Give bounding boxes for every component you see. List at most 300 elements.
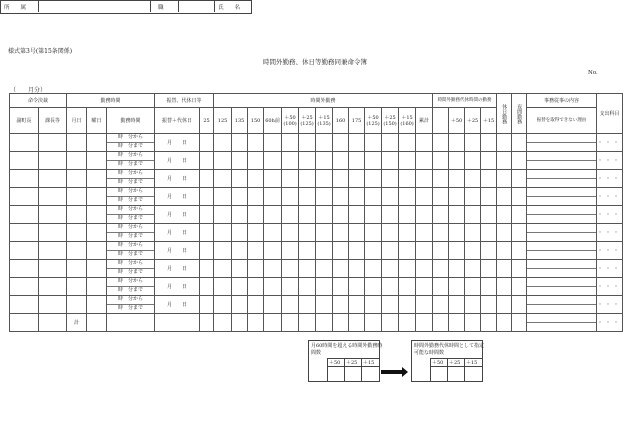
table-cell	[365, 278, 382, 296]
table-cell	[264, 314, 282, 332]
table-cell	[200, 170, 214, 188]
table-cell	[10, 260, 39, 278]
table-cell	[349, 134, 365, 152]
over60-p15: ＋15	[363, 360, 375, 366]
table-cell	[333, 242, 349, 260]
d-p50-header: ＋50	[449, 108, 465, 134]
table-cell	[449, 314, 465, 332]
table-cell	[87, 314, 107, 332]
table-cell	[232, 170, 248, 188]
table-cell	[200, 152, 214, 170]
table-cell	[299, 224, 316, 242]
table-cell	[39, 224, 67, 242]
table-cell	[214, 260, 232, 278]
table-cell	[465, 224, 481, 242]
table-cell	[399, 188, 416, 206]
table-cell	[433, 314, 449, 332]
table-cell	[67, 224, 87, 242]
rate-135-header: 135	[232, 108, 248, 134]
table-cell	[87, 188, 107, 206]
table-cell	[200, 314, 214, 332]
table-cell	[365, 188, 382, 206]
daikyu-blank-header	[433, 108, 449, 134]
form-number: 様式第3号(第15条関係)	[8, 48, 73, 55]
table-cell	[214, 224, 232, 242]
table-cell	[433, 260, 449, 278]
rate2-p25-header: ＋25 (150)	[382, 108, 399, 134]
table-cell	[481, 224, 497, 242]
table-cell	[481, 188, 497, 206]
table-cell	[67, 188, 87, 206]
jimu-cell	[527, 188, 597, 206]
table-cell	[39, 188, 67, 206]
table-cell	[333, 188, 349, 206]
table-cell	[10, 170, 39, 188]
table-cell	[10, 206, 39, 224]
over60-label: 月60時間を超える時間外勤務時間数	[311, 343, 383, 356]
date-cell: 月 日	[155, 278, 200, 296]
table-cell	[214, 170, 232, 188]
table-row	[10, 296, 623, 314]
table-cell	[349, 242, 365, 260]
table-cell	[349, 152, 365, 170]
table-cell	[382, 314, 399, 332]
table-cell	[349, 170, 365, 188]
rate-60h-header: 60h前	[264, 108, 282, 134]
table-cell	[67, 134, 87, 152]
kyujitsu-header: 休日勤務	[497, 94, 512, 134]
table-cell	[481, 296, 497, 314]
table-cell	[382, 242, 399, 260]
table-cell	[107, 314, 155, 332]
table-cell	[416, 242, 433, 260]
table-cell	[382, 224, 399, 242]
table-cell	[232, 206, 248, 224]
jimu-cell	[527, 242, 597, 260]
table-cell	[282, 314, 299, 332]
total-shishutsu-cell: ・・・	[597, 314, 623, 332]
table-cell	[497, 152, 512, 170]
table-cell	[433, 296, 449, 314]
date-cell: 月 日	[155, 152, 200, 170]
table-cell	[465, 134, 481, 152]
rate-175-header: 175	[349, 108, 365, 134]
table-cell	[416, 314, 433, 332]
table-cell	[232, 152, 248, 170]
table-cell	[512, 296, 527, 314]
table-cell	[399, 278, 416, 296]
daikyu-p25: ＋25	[449, 360, 461, 366]
dept-info-box	[0, 0, 252, 14]
table-cell	[214, 242, 232, 260]
daikyu-box	[411, 340, 483, 382]
table-cell	[465, 170, 481, 188]
table-cell	[349, 206, 365, 224]
table-cell	[365, 260, 382, 278]
table-cell	[299, 188, 316, 206]
time-range-cell: 時 分から 時 分まで	[107, 206, 155, 224]
total-row	[10, 314, 623, 332]
table-cell	[264, 152, 282, 170]
table-cell	[449, 224, 465, 242]
date-cell: 月 日	[155, 134, 200, 152]
table-row	[10, 152, 623, 170]
table-cell	[232, 134, 248, 152]
table-cell	[232, 278, 248, 296]
kinmu-jikan-col-header: 勤務時間	[107, 108, 155, 134]
table-cell	[433, 170, 449, 188]
table-cell	[232, 296, 248, 314]
shishutsu-cell: ・・・	[597, 224, 623, 242]
table-cell	[333, 296, 349, 314]
table-cell	[333, 152, 349, 170]
table-cell	[10, 152, 39, 170]
shishutsu-cell: ・・・	[597, 206, 623, 224]
table-cell	[67, 152, 87, 170]
time-range-cell: 時 分から 時 分まで	[107, 188, 155, 206]
table-cell	[248, 296, 264, 314]
table-cell	[299, 134, 316, 152]
time-range-cell: 時 分から 時 分まで	[107, 278, 155, 296]
table-cell	[316, 224, 333, 242]
table-cell	[214, 134, 232, 152]
date-cell: 月 日	[155, 260, 200, 278]
table-cell	[282, 260, 299, 278]
table-cell	[248, 152, 264, 170]
time-range-cell: 時 分から 時 分まで	[107, 296, 155, 314]
table-cell	[299, 260, 316, 278]
table-cell	[39, 296, 67, 314]
date-cell: 月 日	[155, 188, 200, 206]
shozoku-label: 所 属	[4, 5, 27, 11]
daikyu-p15: ＋15	[466, 360, 478, 366]
table-cell	[282, 152, 299, 170]
table-cell	[333, 260, 349, 278]
table-cell	[365, 314, 382, 332]
table-cell	[449, 206, 465, 224]
time-range-cell: 時 分から 時 分まで	[107, 134, 155, 152]
over60-p25: ＋25	[346, 360, 358, 366]
furikae-header: 振替、代休日等	[155, 94, 214, 108]
rate-150-header: 150	[248, 108, 264, 134]
table-cell	[248, 314, 264, 332]
meirei-kessai-header: 命令決裁	[10, 94, 67, 108]
table-cell	[333, 134, 349, 152]
table-cell	[200, 224, 214, 242]
table-cell	[365, 242, 382, 260]
date-cell: 月 日	[155, 242, 200, 260]
table-cell	[382, 152, 399, 170]
table-cell	[512, 134, 527, 152]
table-cell	[282, 188, 299, 206]
table-cell	[497, 260, 512, 278]
table-cell	[365, 224, 382, 242]
table-cell	[10, 224, 39, 242]
table-cell	[512, 206, 527, 224]
table-cell	[264, 296, 282, 314]
table-cell	[39, 278, 67, 296]
table-cell	[512, 152, 527, 170]
table-cell	[333, 224, 349, 242]
table-cell	[433, 242, 449, 260]
table-cell	[248, 188, 264, 206]
table-cell	[497, 296, 512, 314]
table-cell	[399, 206, 416, 224]
doc-number: No.	[588, 70, 598, 76]
table-cell	[465, 278, 481, 296]
table-cell	[214, 206, 232, 224]
d-p25-header: ＋25	[465, 108, 481, 134]
table-cell	[512, 278, 527, 296]
rate2-p15-header: ＋15 (160)	[399, 108, 416, 134]
table-cell	[316, 206, 333, 224]
table-cell	[299, 206, 316, 224]
table-cell	[248, 224, 264, 242]
table-cell	[399, 134, 416, 152]
table-cell	[399, 260, 416, 278]
table-cell	[382, 296, 399, 314]
table-cell	[67, 260, 87, 278]
table-cell	[232, 242, 248, 260]
table-row	[10, 134, 623, 152]
jimu-cell	[527, 152, 597, 170]
table-cell	[200, 206, 214, 224]
table-cell	[416, 224, 433, 242]
table-cell	[433, 152, 449, 170]
rate-160-header: 160	[333, 108, 349, 134]
over60-p50: ＋50	[329, 360, 341, 366]
table-cell	[10, 314, 39, 332]
table-cell	[365, 296, 382, 314]
table-cell	[264, 134, 282, 152]
table-cell	[10, 188, 39, 206]
table-cell	[433, 278, 449, 296]
table-cell	[39, 242, 67, 260]
table-cell	[282, 242, 299, 260]
shishutsu-cell: ・・・	[597, 170, 623, 188]
table-cell	[316, 314, 333, 332]
table-cell	[349, 278, 365, 296]
jimu-cell	[527, 260, 597, 278]
table-cell	[248, 134, 264, 152]
table-cell	[512, 260, 527, 278]
table-row	[10, 224, 623, 242]
youbi-header: 曜日	[87, 108, 107, 134]
table-cell	[200, 188, 214, 206]
table-cell	[67, 206, 87, 224]
daikyu-header: 時間外勤務代休時間の勤務	[433, 94, 497, 108]
table-cell	[481, 242, 497, 260]
table-cell	[497, 242, 512, 260]
table-row	[10, 242, 623, 260]
table-cell	[200, 242, 214, 260]
table-cell	[264, 170, 282, 188]
table-cell	[349, 224, 365, 242]
table-cell	[481, 278, 497, 296]
table-cell	[39, 260, 67, 278]
table-cell	[382, 134, 399, 152]
table-cell	[232, 314, 248, 332]
shishutsu-cell: ・・・	[597, 188, 623, 206]
table-cell	[87, 242, 107, 260]
table-cell	[248, 260, 264, 278]
ruikei-header: 累計	[416, 108, 433, 134]
kachou-header: 課長等	[39, 108, 67, 134]
table-cell	[299, 296, 316, 314]
table-cell	[67, 170, 87, 188]
table-row	[10, 260, 623, 278]
table-cell	[232, 260, 248, 278]
table-cell	[299, 314, 316, 332]
time-range-cell: 時 分から 時 分まで	[107, 242, 155, 260]
table-cell	[449, 188, 465, 206]
table-cell	[248, 278, 264, 296]
table-cell	[87, 134, 107, 152]
table-cell	[67, 296, 87, 314]
fukuchou-header: 副町長	[10, 108, 39, 134]
table-cell	[10, 278, 39, 296]
table-cell	[449, 260, 465, 278]
table-cell	[449, 278, 465, 296]
table-cell	[449, 134, 465, 152]
table-cell	[349, 314, 365, 332]
rate-25-header: 25	[200, 108, 214, 134]
table-cell	[349, 296, 365, 314]
jikangai-header: 時間外勤務	[214, 94, 433, 108]
table-cell	[399, 224, 416, 242]
table-cell	[497, 278, 512, 296]
table-cell	[264, 188, 282, 206]
table-cell	[349, 260, 365, 278]
table-cell	[433, 224, 449, 242]
table-cell	[399, 170, 416, 188]
jimu-cell	[527, 296, 597, 314]
table-cell	[264, 242, 282, 260]
date-cell: 月 日	[155, 224, 200, 242]
table-cell	[299, 152, 316, 170]
table-cell	[481, 314, 497, 332]
shishutsu-cell: ・・・	[597, 152, 623, 170]
table-cell	[282, 134, 299, 152]
table-cell	[416, 134, 433, 152]
table-cell	[200, 134, 214, 152]
table-row	[10, 170, 623, 188]
table-cell	[87, 170, 107, 188]
shishutsu-cell: ・・・	[597, 278, 623, 296]
rate-125-header: 125	[214, 108, 232, 134]
d-p15-header: ＋15	[481, 108, 497, 134]
table-cell	[512, 224, 527, 242]
shishutsu-cell: ・・・	[597, 134, 623, 152]
table-cell	[465, 188, 481, 206]
table-cell	[214, 314, 232, 332]
table-cell	[416, 278, 433, 296]
table-cell	[497, 314, 512, 332]
table-row	[10, 188, 623, 206]
table-cell	[39, 206, 67, 224]
table-cell	[155, 314, 200, 332]
table-cell	[333, 170, 349, 188]
table-cell	[39, 170, 67, 188]
time-range-cell: 時 分から 時 分まで	[107, 260, 155, 278]
table-row	[10, 278, 623, 296]
table-cell	[316, 296, 333, 314]
date-cell: 月 日	[155, 170, 200, 188]
table-cell	[282, 170, 299, 188]
table-cell	[282, 296, 299, 314]
table-cell	[416, 152, 433, 170]
table-cell	[497, 188, 512, 206]
table-cell	[316, 242, 333, 260]
shishutsu-cell: ・・・	[597, 260, 623, 278]
table-cell	[416, 260, 433, 278]
table-cell	[214, 278, 232, 296]
table-cell	[512, 170, 527, 188]
table-cell	[87, 296, 107, 314]
table-cell	[299, 278, 316, 296]
table-cell	[365, 206, 382, 224]
time-range-cell: 時 分から 時 分まで	[107, 152, 155, 170]
daikyu-label: 時間外勤務代休時間として指定可能な時間数	[414, 343, 485, 356]
jimu-cell	[527, 224, 597, 242]
table-cell	[39, 314, 67, 332]
shishutsu-header: 支出科目	[597, 94, 623, 134]
table-cell	[316, 152, 333, 170]
jimu-cell	[527, 134, 597, 152]
table-cell	[248, 242, 264, 260]
table-cell	[433, 134, 449, 152]
shoku-label: 職	[158, 5, 164, 11]
date-cell: 月 日	[155, 296, 200, 314]
table-cell	[316, 188, 333, 206]
table-cell	[512, 242, 527, 260]
table-cell	[232, 224, 248, 242]
table-cell	[399, 152, 416, 170]
table-cell	[465, 152, 481, 170]
arrow-right-icon	[381, 370, 403, 374]
table-cell	[416, 188, 433, 206]
table-cell	[200, 260, 214, 278]
table-cell	[282, 206, 299, 224]
furikae-daikyu-header: 振替＋代休日	[155, 108, 200, 134]
table-cell	[282, 224, 299, 242]
time-range-cell: 時 分から 時 分まで	[107, 224, 155, 242]
jimu-cell	[527, 278, 597, 296]
table-cell	[299, 170, 316, 188]
table-cell	[299, 242, 316, 260]
table-cell	[333, 278, 349, 296]
table-cell	[481, 152, 497, 170]
table-cell	[10, 134, 39, 152]
table-cell	[248, 206, 264, 224]
table-cell	[214, 296, 232, 314]
table-cell	[87, 278, 107, 296]
over60-box	[308, 340, 383, 382]
kinmu-jikan-header: 勤務時間	[67, 94, 155, 108]
table-cell	[497, 206, 512, 224]
table-cell	[349, 188, 365, 206]
table-cell	[200, 278, 214, 296]
table-cell	[465, 296, 481, 314]
date-cell: 月 日	[155, 206, 200, 224]
table-cell	[67, 278, 87, 296]
table-cell	[465, 260, 481, 278]
table-cell	[333, 314, 349, 332]
rate-p15-header: ＋15 (135)	[316, 108, 333, 134]
table-cell	[316, 260, 333, 278]
table-cell	[382, 188, 399, 206]
table-cell	[449, 296, 465, 314]
